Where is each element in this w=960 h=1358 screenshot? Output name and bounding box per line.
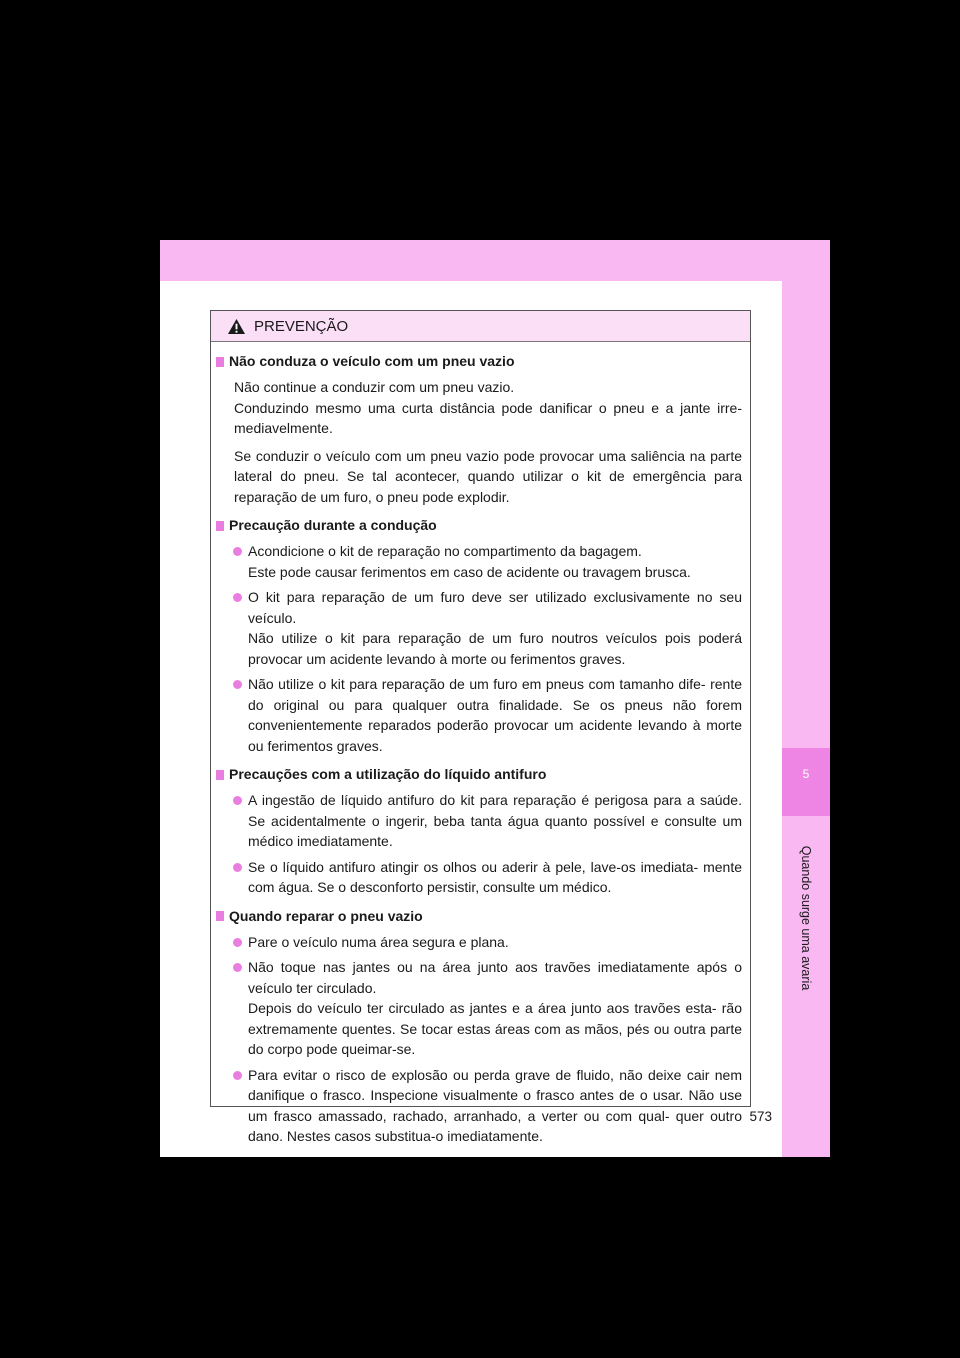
circle-bullet-icon [233, 938, 242, 947]
bullet-item [233, 541, 742, 582]
bullet-text [248, 587, 742, 669]
circle-bullet-icon [233, 1071, 242, 1080]
header-band [160, 240, 830, 281]
warning-header [211, 311, 750, 342]
square-bullet-icon [216, 357, 224, 367]
paragraph-text: Não continue a conduzir com um pneu vazio. [234, 379, 515, 395]
warning-box [210, 310, 751, 1144]
section-heading-text: Quando reparar o pneu vazio [229, 907, 423, 924]
section-heading [216, 764, 742, 785]
paragraph-text: Conduzindo mesmo uma curta distância pode danificar o pneu e a jante irre- mediavelmente. [234, 399, 742, 436]
warning-body [211, 342, 750, 1147]
warning-title: PREVENÇÃO [254, 317, 349, 335]
circle-bullet-icon [233, 593, 242, 602]
circle-bullet-icon [233, 863, 242, 872]
bullet-line: Para evitar o risco de explosão ou perda grave de fluido, não deixe cair nem danifique o frasco. Inspecione visualmente o frasco antes de o usar. Não use um frasco amassado, rachado, arranhado, a verter ou com qual- quer outro dano. Nestes casos substitua-o imediatamente. [248, 1066, 742, 1144]
bullet-line: Pare o veículo numa área segura e plana. [248, 933, 509, 950]
square-bullet-icon [216, 911, 224, 921]
section-heading-text: Precaução durante a condução [229, 517, 437, 533]
bullet-line: O kit para reparação de um furo deve ser utilizado exclusivamente no seu veículo. [248, 589, 742, 626]
chapter-number: 5 [802, 767, 810, 781]
paragraph-text: Se conduzir o veículo com um pneu vazio pode provocar uma saliência na parte lateral do pneu. Se tal acontecer, quando utilizar o kit de emergência para reparação de um furo, o pneu pode explodir. [234, 447, 742, 505]
bullet-line: A ingestão de líquido antifuro do kit para reparação é perigosa para a saúde. Se acidentalmente o ingerir, beba tanta água quanto possível e consulte um médico imediatamente. [248, 792, 742, 849]
bullet-text [248, 932, 742, 953]
bullet-text [248, 790, 742, 852]
section-heading [216, 906, 742, 927]
bullet-text [248, 957, 742, 1060]
chapter-title-text: Quando surge uma avaria [799, 845, 813, 991]
bullet-item [233, 587, 742, 669]
bullet-text [248, 857, 742, 898]
section-paragraph [234, 446, 742, 508]
bullet-item [233, 1065, 742, 1147]
bullet-line: Acondicione o kit de reparação no compartimento da bagagem. [248, 543, 642, 559]
section-paragraph [234, 377, 742, 439]
bullet-line: Não toque nas jantes ou na área junto aos travões imediatamente após o veículo ter circulado. [248, 959, 742, 996]
bullet-text [248, 674, 742, 756]
bullet-line: Não utilize o kit para reparação de um furo noutros veículos pois poderá provocar um acidente levando à morte ou ferimentos graves. [248, 630, 742, 667]
section-heading [216, 351, 742, 372]
chapter-title [796, 845, 816, 991]
manual-page [160, 240, 830, 1157]
section-heading-text: Precauções com a utilização do líquido antifuro [229, 766, 547, 782]
bullet-item [233, 857, 742, 898]
bullet-item [233, 674, 742, 756]
bullet-line: Depois do veículo ter circulado as jantes e a área junto aos travões esta- rão extremamente quentes. Se tocar estas áreas com as mãos, pés ou outra parte do corpo pode queimar-se. [248, 1000, 742, 1057]
warning-triangle-icon [227, 318, 246, 335]
bullet-line: Este pode causar ferimentos em caso de acidente ou travagem brusca. [248, 563, 691, 580]
bullet-item [233, 932, 742, 953]
circle-bullet-icon [233, 963, 242, 972]
bullet-line: Se o líquido antifuro atingir os olhos ou aderir à pele, lave-os imediata- mente com água. Se o desconforto persistir, consulte um médico. [248, 858, 742, 895]
bullet-item [233, 957, 742, 1060]
chapter-side-strip [782, 281, 830, 1157]
circle-bullet-icon [233, 680, 242, 689]
chapter-tab[interactable] [782, 748, 830, 816]
bullet-item [233, 790, 742, 852]
section-heading [216, 515, 742, 536]
bullet-text [248, 541, 742, 582]
bullet-text [248, 1065, 742, 1147]
circle-bullet-icon [233, 547, 242, 556]
square-bullet-icon [216, 770, 224, 780]
bullet-line: Não utilize o kit para reparação de um furo em pneus com tamanho dife- rente do original ou para qualquer outra finalidade. Se os pneus não forem convenientemente reparados poderão provocar um acidente levando à morte ou ferimentos graves. [248, 676, 742, 754]
page-number: 573 [749, 1109, 772, 1124]
square-bullet-icon [216, 521, 224, 531]
circle-bullet-icon [233, 796, 242, 805]
section-heading-text: Não conduza o veículo com um pneu vazio [229, 353, 515, 369]
